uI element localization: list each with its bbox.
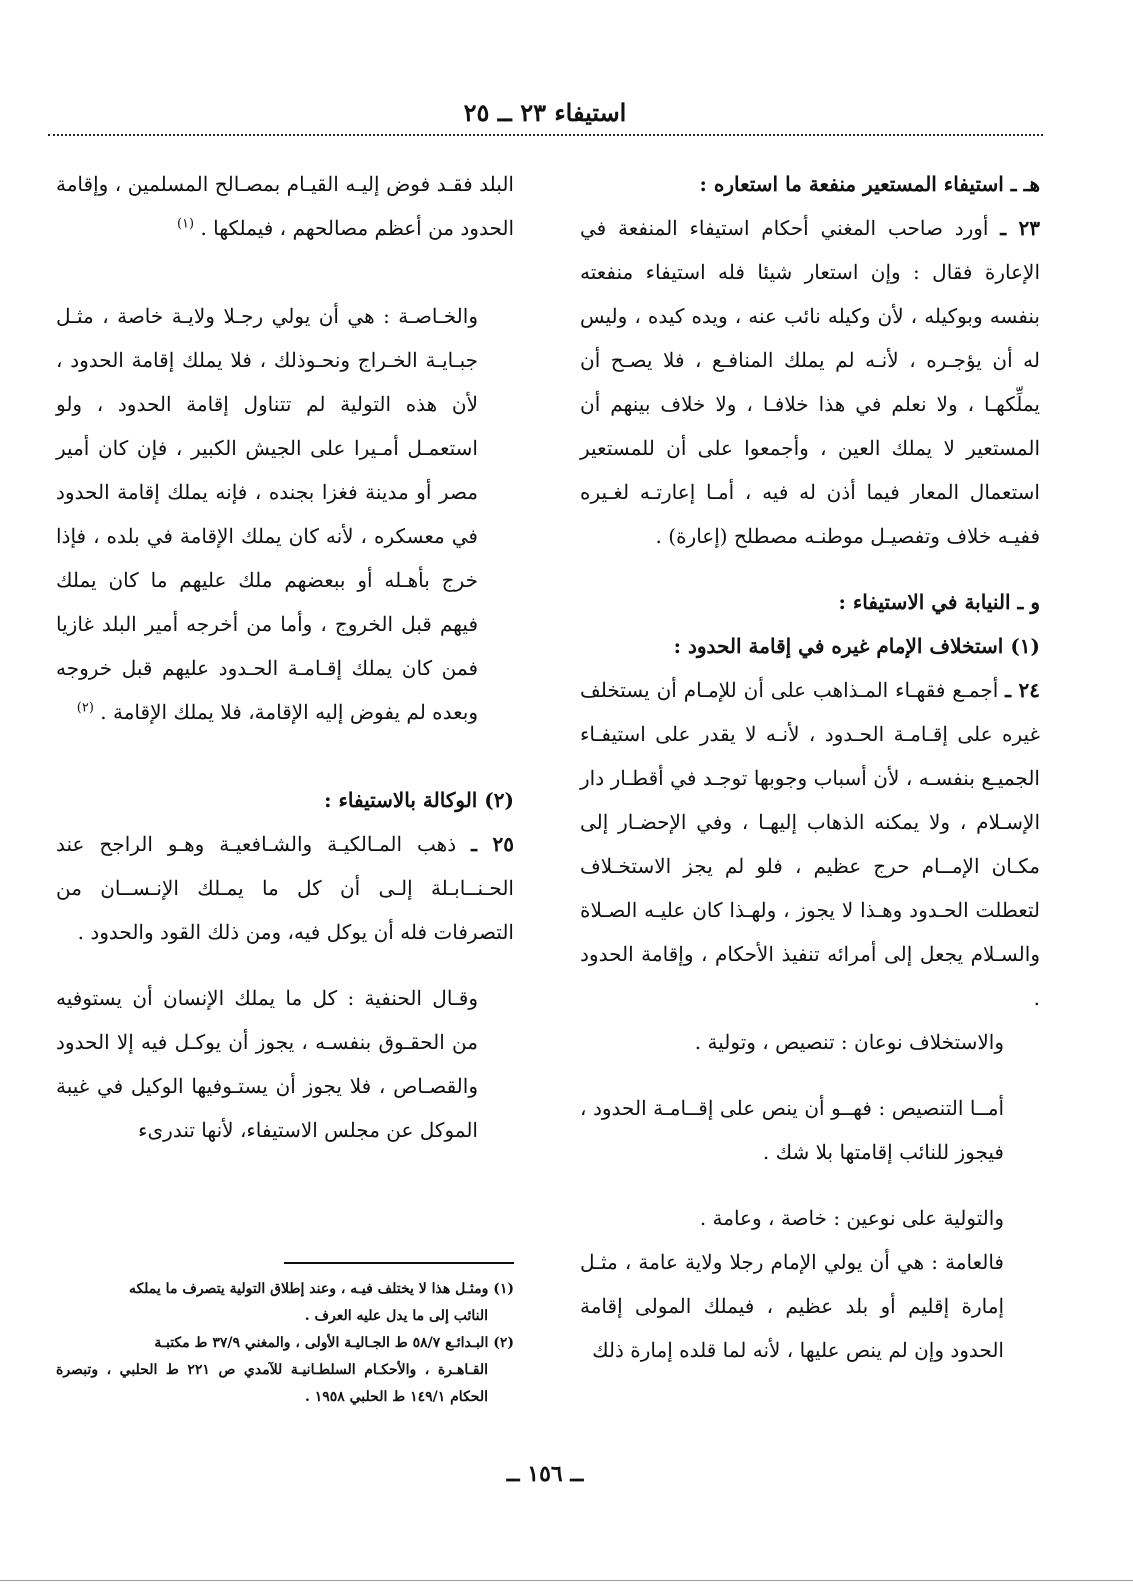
paragraph-hanafiyya: وقـال الحنفية : كل ما يملك الإنسان أن يستوفيه من الحقـوق بنفسـه ، يجوز أن يوكـل فيه إلا الحدود والقصـاص ، فلا يجوز أن يستـوفيها الوكيل في غيبة الموكل عن مجلس الاستيفاء، لأنها تندرىء <box>56 986 478 1142</box>
footnote-1-continuation: النائب إلى ما يدل عليه العرف . <box>304 1308 488 1324</box>
subsection-heading-2: (٢) الوكالة بالاستيفاء : <box>324 788 514 812</box>
footnote-1-line-1: (١) ومثـل هذا لا يختلف فيـه ، وعند إطلاق التولية يتصرف ما يملكه <box>128 1281 514 1297</box>
subsection-heading-1: (١) استخلاف الإمام غيره في إقامة الحدود : <box>673 634 1040 658</box>
paragraph-balad-text: البلد فقـد فوض إليـه القيـام بمصـالح المسلمين ، وإقامة الحدود من أعظم مصالحهم ، فيملكها . <box>56 172 514 240</box>
paragraph-24-text: أجمـع فقهـاء المـذاهب على أن للإمـام أن يستخلف غيره على إقـامـة الحـدود ، لأنـه لا يقدر على استيفـاء الجميـع بنفسـه ، لأن أسباب وجوبها توجـد في أقطـار دار الإسـلام ، ولا يمكنه الذهاب إليهـا ، وفي الإحضـار إلى مكـان الإمــام حرج عظيم ، فلو لم يجز الاستخـلاف لتعطلت الحـدود وهـذا لا يجوز ، ولهـذا كان عليـه الصـلاة والسـلام يجعل إلى أمرائه تنفيذ الأحكام ، وإقامة الحدود . <box>580 678 1040 1010</box>
paragraph-khassa-text: والخـاصـة : هي أن يولي رجـلا ولايـة خاصة ، مثـل جبـايـة الخـراج ونحـوذلك ، فلا يملك إقامة الحدود ، لأن هذه التولية لم تتناول إقامة الحدود ، ولو استعمـل أمـيرا على الجيش الكبير ، فإن كان أمير مصر أو مدينة فغزا بجنده ، فإنه يملك إقامة الحدود في معسكره ، لأنه كان يملك الإقامة في بلده ، فإذا خرج بأهـله أو ببعضهم ملك عليهم ما كان يملك فيهم قبل الخروج ، وأما من أخرجه أمير البلد غازيا فمن كان يملك إقـامـة الحـدود عليهم قبل خروجه وبعده لم يفوض إليه الإقامة، فلا يملك الإقامة . <box>56 304 479 724</box>
right-column <box>580 162 1040 1372</box>
paragraph-tansis: أمــا التنصيص : فهــو أن ينص على إقــامـة الحدود ، فيجوز للنائب إقامتها بلا شك . <box>580 1096 1004 1164</box>
section-heading-w: و ـ النيابة في الاستيفاء : <box>838 590 1040 614</box>
paragraph-amma: فالعامة : هي أن يولي الإمام رجلا ولاية عامة ، مثـل إمارة إقليم أو بلد عظيم ، فيملك المولى إقامة الحدود وإن لم ينص عليها ، لأنه لما قلده إمارة ذلك <box>580 1250 1004 1362</box>
paragraph-number-25: ٢٥ ـ <box>471 832 515 856</box>
footnote-2-continuation: القـاهـرة ، والأحكـام السلطـانيـة للآمدي ص ٢٢١ ط الحلبي ، وتبصرة الحكام ١٤٩/١ ط الحلبي ١٩٥٨ . <box>56 1362 488 1405</box>
paragraph-23 <box>580 206 1040 558</box>
paragraph-25-text: ذهب المـالكيـة والشـافعيـة وهـو الراجح عند الحـنــابـلة إلـى أن كل ما يمـلك الإنـســان من التصرفات فله أن يوكل فيه، ومن ذلك القود والحدود . <box>56 832 514 944</box>
page-bottom-rule <box>0 1580 1133 1581</box>
page-number: ــ ١٥٦ ــ <box>506 1461 584 1487</box>
paragraph-number-23: ٢٣ ـ <box>1000 216 1040 240</box>
footnote-ref-2: (٢) <box>76 700 94 716</box>
page-header-title: استيفاء ٢٣ ــ ٢٥ <box>463 98 627 127</box>
paragraph-24 <box>580 668 1040 1020</box>
paragraph-tawliya: والتولية على نوعين : خاصة ، وعامة . <box>699 1206 1004 1230</box>
paragraph-number-24: ٢٤ ـ <box>1005 678 1040 702</box>
section-heading-h: هـ ـ استيفاء المستعير منفعة ما استعاره : <box>699 172 1040 196</box>
footnote-ref-1: (١) <box>176 216 195 232</box>
paragraph-khassa <box>56 294 514 734</box>
paragraph-istikhlaf: والاستخلاف نوعان : تنصيص ، وتولية . <box>694 1030 1004 1054</box>
footnote-2-line-1: (٢) البـدائـع ٥٨/٧ ط الجـاليـة الأولى ، والمغني ٣٧/٩ ط مكتبـة <box>154 1335 514 1351</box>
paragraph-23-text: أورد صاحب المغني أحكام استيفاء المنفعة في الإعارة فقال : وإن استعار شيئا فله استيفاء منفعته بنفسه وبوكيله ، لأن وكيله نائب عنه ، ويده كيده ، وليس له أن يؤجـره ، لأنـه لم يملك المنافـع ، فلا يصـح أن يملِّكهـا ، ولا نعلم في هذا خلافـا ، ولا خلاف بينهم أن المستعير لا يملك العين ، وأجمعوا على أن للمستعير استعمال المعار فيما أذن له فيه ، أمـا إعارتـه لغـيره ففيـه خلاف وتفصيـل موطنـه مصطلح (إعارة) . <box>580 216 1040 548</box>
footnote-separator <box>284 1262 514 1264</box>
header-dotted-rule <box>48 134 1043 136</box>
footnotes <box>56 1276 514 1411</box>
paragraph-25 <box>56 822 514 954</box>
paragraph-balad <box>56 162 514 250</box>
left-column <box>56 162 514 1152</box>
